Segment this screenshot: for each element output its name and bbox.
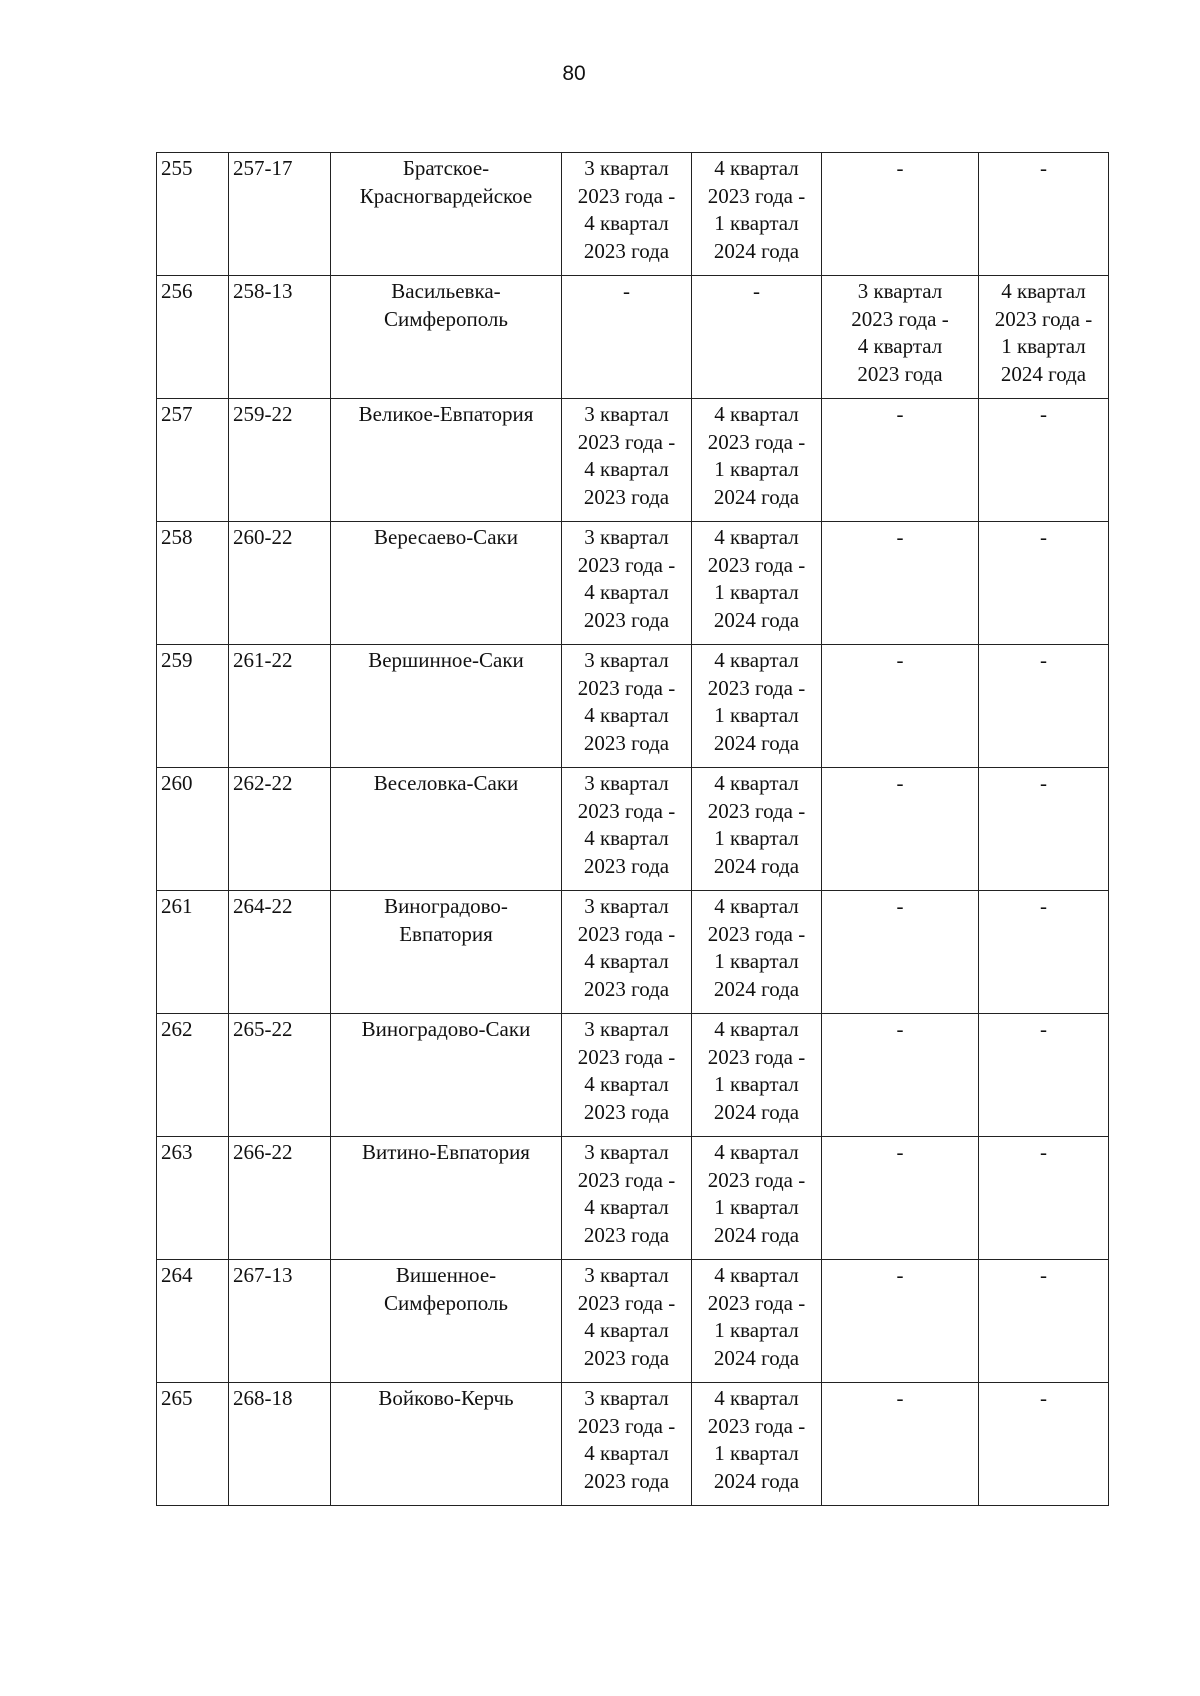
cell-line: 4 квартал bbox=[714, 894, 799, 918]
cell-line: - bbox=[1040, 1263, 1047, 1287]
cell-line: - bbox=[1040, 1386, 1047, 1410]
route-code-cell: 259-22 bbox=[229, 399, 331, 522]
cell-line: 2023 года - bbox=[707, 552, 806, 577]
cell-line: 1 квартал bbox=[714, 949, 799, 973]
cell-line: 2024 года bbox=[713, 238, 800, 263]
cell-line: - bbox=[1040, 771, 1047, 795]
cell-line: - bbox=[1040, 894, 1047, 918]
cell-line: 2023 года - bbox=[577, 1044, 676, 1069]
cell-line: 3 квартал bbox=[584, 1017, 669, 1041]
cell-line: - bbox=[896, 525, 904, 549]
cell-line: 2023 года - bbox=[707, 675, 806, 700]
cell-line: Виноградово- bbox=[384, 894, 508, 918]
cell-line: 1 квартал bbox=[714, 703, 799, 727]
cell-line: - bbox=[896, 1263, 904, 1287]
cell-line: 4 квартал bbox=[584, 826, 669, 850]
period-4-cell bbox=[979, 399, 1109, 522]
cell-line: 4 квартал bbox=[584, 580, 669, 604]
cell-line: 2023 года - bbox=[707, 1290, 806, 1315]
cell-line: 4 квартал bbox=[857, 334, 943, 358]
cell-line: Симферополь bbox=[384, 1290, 508, 1315]
cell-line: - bbox=[896, 648, 904, 672]
cell-line: 2023 года - bbox=[707, 1167, 806, 1192]
cell-line: 2024 года bbox=[713, 1099, 800, 1124]
table-row bbox=[157, 1014, 1109, 1137]
cell-line: 2023 года - bbox=[577, 183, 676, 208]
route-name-cell bbox=[331, 522, 562, 645]
cell-line: - bbox=[896, 402, 904, 426]
cell-line: 3 квартал bbox=[857, 279, 943, 303]
cell-line: - bbox=[753, 279, 760, 303]
period-2-cell bbox=[692, 1014, 822, 1137]
page-number: 80 bbox=[562, 62, 586, 85]
cell-line: 4 квартал bbox=[714, 525, 799, 549]
table-row bbox=[157, 522, 1109, 645]
table-row bbox=[157, 768, 1109, 891]
route-code-cell: 266-22 bbox=[229, 1137, 331, 1260]
cell-line: 3 квартал bbox=[584, 525, 669, 549]
period-1-cell bbox=[562, 891, 692, 1014]
cell-line: 2023 года - bbox=[707, 798, 806, 823]
cell-line: - bbox=[896, 1386, 904, 1410]
period-3-cell bbox=[822, 276, 979, 399]
period-2-cell bbox=[692, 1260, 822, 1383]
table-row bbox=[157, 276, 1109, 399]
period-1-cell bbox=[562, 645, 692, 768]
route-name-cell bbox=[331, 645, 562, 768]
cell-line: 2023 года bbox=[583, 484, 670, 509]
cell-line: 1 квартал bbox=[714, 211, 799, 235]
cell-line: 2023 года - bbox=[577, 1413, 676, 1438]
period-2-cell bbox=[692, 276, 822, 399]
row-number-cell: 260 bbox=[157, 768, 229, 891]
period-1-cell bbox=[562, 1260, 692, 1383]
cell-line: 2023 года - bbox=[577, 552, 676, 577]
period-3-cell bbox=[822, 522, 979, 645]
route-code-cell: 268-18 bbox=[229, 1383, 331, 1506]
cell-line: Евпатория bbox=[399, 921, 493, 946]
cell-line: 4 квартал bbox=[714, 648, 799, 672]
period-4-cell bbox=[979, 1014, 1109, 1137]
cell-line: 2023 года bbox=[583, 238, 670, 263]
period-4-cell bbox=[979, 1260, 1109, 1383]
cell-line: 2023 года - bbox=[851, 306, 949, 331]
route-name-cell bbox=[331, 276, 562, 399]
row-number-cell: 259 bbox=[157, 645, 229, 768]
route-schedule-table bbox=[156, 152, 1109, 1506]
period-4-cell bbox=[979, 1383, 1109, 1506]
table-row bbox=[157, 1137, 1109, 1260]
cell-line: 4 квартал bbox=[714, 1140, 799, 1164]
cell-line: 2023 года - bbox=[707, 183, 806, 208]
cell-line: 3 квартал bbox=[584, 1263, 669, 1287]
cell-line: 3 квартал bbox=[584, 894, 669, 918]
row-number-cell: 255 bbox=[157, 153, 229, 276]
cell-line: - bbox=[1040, 648, 1047, 672]
period-4-cell bbox=[979, 645, 1109, 768]
row-number-cell: 265 bbox=[157, 1383, 229, 1506]
cell-line: 2024 года bbox=[713, 976, 800, 1001]
cell-line: 3 квартал bbox=[584, 771, 669, 795]
cell-line: 4 квартал bbox=[714, 1386, 799, 1410]
period-4-cell bbox=[979, 276, 1109, 399]
cell-line: 2023 года bbox=[583, 607, 670, 632]
period-4-cell bbox=[979, 522, 1109, 645]
cell-line: 4 квартал bbox=[584, 1195, 669, 1219]
cell-line: 4 квартал bbox=[714, 771, 799, 795]
table-row bbox=[157, 645, 1109, 768]
cell-line: 2023 года - bbox=[707, 429, 806, 454]
row-number-cell: 257 bbox=[157, 399, 229, 522]
cell-line: 4 квартал bbox=[584, 211, 669, 235]
period-3-cell bbox=[822, 399, 979, 522]
cell-line: Красногвардейское bbox=[359, 183, 533, 208]
route-name-cell bbox=[331, 768, 562, 891]
cell-line: - bbox=[1040, 1140, 1047, 1164]
cell-line: Виноградово-Саки bbox=[361, 1017, 531, 1041]
period-1-cell bbox=[562, 1383, 692, 1506]
period-2-cell bbox=[692, 1137, 822, 1260]
period-3-cell bbox=[822, 768, 979, 891]
period-1-cell bbox=[562, 276, 692, 399]
cell-line: 2023 года - bbox=[577, 798, 676, 823]
cell-line: - bbox=[1040, 1017, 1047, 1041]
schedule-body bbox=[157, 153, 1109, 1506]
route-name-cell bbox=[331, 1137, 562, 1260]
row-number-cell: 264 bbox=[157, 1260, 229, 1383]
period-2-cell bbox=[692, 153, 822, 276]
cell-line: 2023 года - bbox=[577, 675, 676, 700]
cell-line: Веселовка-Саки bbox=[373, 771, 519, 795]
cell-line: 4 квартал bbox=[714, 402, 799, 426]
route-name-cell bbox=[331, 1383, 562, 1506]
cell-line: - bbox=[896, 1017, 904, 1041]
cell-line: 2024 года bbox=[713, 1222, 800, 1247]
cell-line: 4 квартал bbox=[584, 703, 669, 727]
cell-line: 2024 года bbox=[713, 1468, 800, 1493]
cell-line: 2024 года bbox=[713, 1345, 800, 1370]
cell-line: Васильевка- bbox=[391, 279, 501, 303]
route-code-cell: 267-13 bbox=[229, 1260, 331, 1383]
cell-line: 4 квартал bbox=[584, 457, 669, 481]
period-1-cell bbox=[562, 522, 692, 645]
route-code-cell: 264-22 bbox=[229, 891, 331, 1014]
route-code-cell: 257-17 bbox=[229, 153, 331, 276]
row-number-cell: 258 bbox=[157, 522, 229, 645]
route-code-cell: 258-13 bbox=[229, 276, 331, 399]
table-row bbox=[157, 153, 1109, 276]
cell-line: 2024 года bbox=[713, 853, 800, 878]
cell-line: 2023 года - bbox=[994, 306, 1093, 331]
period-1-cell bbox=[562, 399, 692, 522]
cell-line: - bbox=[623, 279, 630, 303]
cell-line: - bbox=[896, 1140, 904, 1164]
route-code-cell: 262-22 bbox=[229, 768, 331, 891]
cell-line: - bbox=[1040, 156, 1047, 180]
route-name-cell bbox=[331, 1014, 562, 1137]
cell-line: 2023 года - bbox=[577, 429, 676, 454]
cell-line: Братское- bbox=[402, 156, 490, 180]
route-name-cell bbox=[331, 153, 562, 276]
table-row bbox=[157, 1260, 1109, 1383]
cell-line: 2023 года bbox=[583, 976, 670, 1001]
cell-line: Витино-Евпатория bbox=[362, 1140, 530, 1164]
cell-line: 4 квартал bbox=[584, 1072, 669, 1096]
period-2-cell bbox=[692, 891, 822, 1014]
cell-line: 3 квартал bbox=[584, 1140, 669, 1164]
cell-line: 4 квартал bbox=[714, 1263, 799, 1287]
cell-line: 2023 года - bbox=[707, 921, 806, 946]
cell-line: - bbox=[896, 156, 904, 180]
cell-line: - bbox=[1040, 525, 1047, 549]
period-1-cell bbox=[562, 768, 692, 891]
period-2-cell bbox=[692, 768, 822, 891]
route-name-cell bbox=[331, 891, 562, 1014]
row-number-cell: 262 bbox=[157, 1014, 229, 1137]
cell-line: 1 квартал bbox=[1001, 334, 1086, 358]
cell-line: Великое-Евпатория bbox=[358, 402, 534, 426]
period-1-cell bbox=[562, 1014, 692, 1137]
cell-line: Вершинное-Саки bbox=[368, 648, 524, 672]
period-2-cell bbox=[692, 1383, 822, 1506]
period-1-cell bbox=[562, 1137, 692, 1260]
cell-line: 4 квартал bbox=[1001, 279, 1086, 303]
cell-line: 2023 года - bbox=[577, 1167, 676, 1192]
period-3-cell bbox=[822, 645, 979, 768]
table-row bbox=[157, 1383, 1109, 1506]
cell-line: 1 квартал bbox=[714, 1441, 799, 1465]
cell-line: 2023 года - bbox=[707, 1413, 806, 1438]
period-4-cell bbox=[979, 153, 1109, 276]
route-code-cell: 265-22 bbox=[229, 1014, 331, 1137]
row-number-cell: 261 bbox=[157, 891, 229, 1014]
cell-line: 2023 года bbox=[583, 1222, 670, 1247]
cell-line: 2024 года bbox=[713, 484, 800, 509]
period-4-cell bbox=[979, 768, 1109, 891]
cell-line: 1 квартал bbox=[714, 1072, 799, 1096]
route-code-cell: 260-22 bbox=[229, 522, 331, 645]
cell-line: 3 квартал bbox=[584, 402, 669, 426]
cell-line: - bbox=[896, 894, 904, 918]
period-3-cell bbox=[822, 1260, 979, 1383]
cell-line: 2023 года - bbox=[707, 1044, 806, 1069]
cell-line: Вишенное- bbox=[395, 1263, 497, 1287]
row-number-cell: 256 bbox=[157, 276, 229, 399]
period-4-cell bbox=[979, 1137, 1109, 1260]
period-3-cell bbox=[822, 153, 979, 276]
cell-line: 1 квартал bbox=[714, 457, 799, 481]
cell-line: 2024 года bbox=[713, 607, 800, 632]
cell-line: 2023 года bbox=[583, 1345, 670, 1370]
period-2-cell bbox=[692, 522, 822, 645]
cell-line: 4 квартал bbox=[584, 1318, 669, 1342]
cell-line: 2023 года - bbox=[577, 1290, 676, 1315]
table-row bbox=[157, 891, 1109, 1014]
cell-line: 2023 года bbox=[857, 361, 943, 386]
route-name-cell bbox=[331, 1260, 562, 1383]
cell-line: 3 квартал bbox=[584, 156, 669, 180]
route-code-cell: 261-22 bbox=[229, 645, 331, 768]
cell-line: 1 квартал bbox=[714, 1318, 799, 1342]
row-number-cell: 263 bbox=[157, 1137, 229, 1260]
period-3-cell bbox=[822, 1137, 979, 1260]
cell-line: 2023 года bbox=[583, 1468, 670, 1493]
period-4-cell bbox=[979, 891, 1109, 1014]
cell-line: - bbox=[1040, 402, 1047, 426]
cell-line: 2023 года bbox=[583, 730, 670, 755]
cell-line: Симферополь bbox=[384, 306, 508, 331]
cell-line: 4 квартал bbox=[584, 1441, 669, 1465]
cell-line: Вересаево-Саки bbox=[374, 525, 518, 549]
cell-line: 2023 года - bbox=[577, 921, 676, 946]
cell-line: 1 квартал bbox=[714, 580, 799, 604]
period-2-cell bbox=[692, 399, 822, 522]
cell-line: 2024 года bbox=[1000, 361, 1087, 386]
cell-line: 2024 года bbox=[713, 730, 800, 755]
period-2-cell bbox=[692, 645, 822, 768]
cell-line: 2023 года bbox=[583, 853, 670, 878]
cell-line: 3 квартал bbox=[584, 648, 669, 672]
route-name-cell bbox=[331, 399, 562, 522]
cell-line: 1 квартал bbox=[714, 1195, 799, 1219]
period-3-cell bbox=[822, 1014, 979, 1137]
cell-line: Войково-Керчь bbox=[378, 1386, 514, 1410]
cell-line: 4 квартал bbox=[584, 949, 669, 973]
cell-line: 4 квартал bbox=[714, 156, 799, 180]
period-3-cell bbox=[822, 891, 979, 1014]
table-row bbox=[157, 399, 1109, 522]
cell-line: - bbox=[896, 771, 904, 795]
cell-line: 2023 года bbox=[583, 1099, 670, 1124]
period-3-cell bbox=[822, 1383, 979, 1506]
cell-line: 3 квартал bbox=[584, 1386, 669, 1410]
cell-line: 4 квартал bbox=[714, 1017, 799, 1041]
period-1-cell bbox=[562, 153, 692, 276]
cell-line: 1 квартал bbox=[714, 826, 799, 850]
